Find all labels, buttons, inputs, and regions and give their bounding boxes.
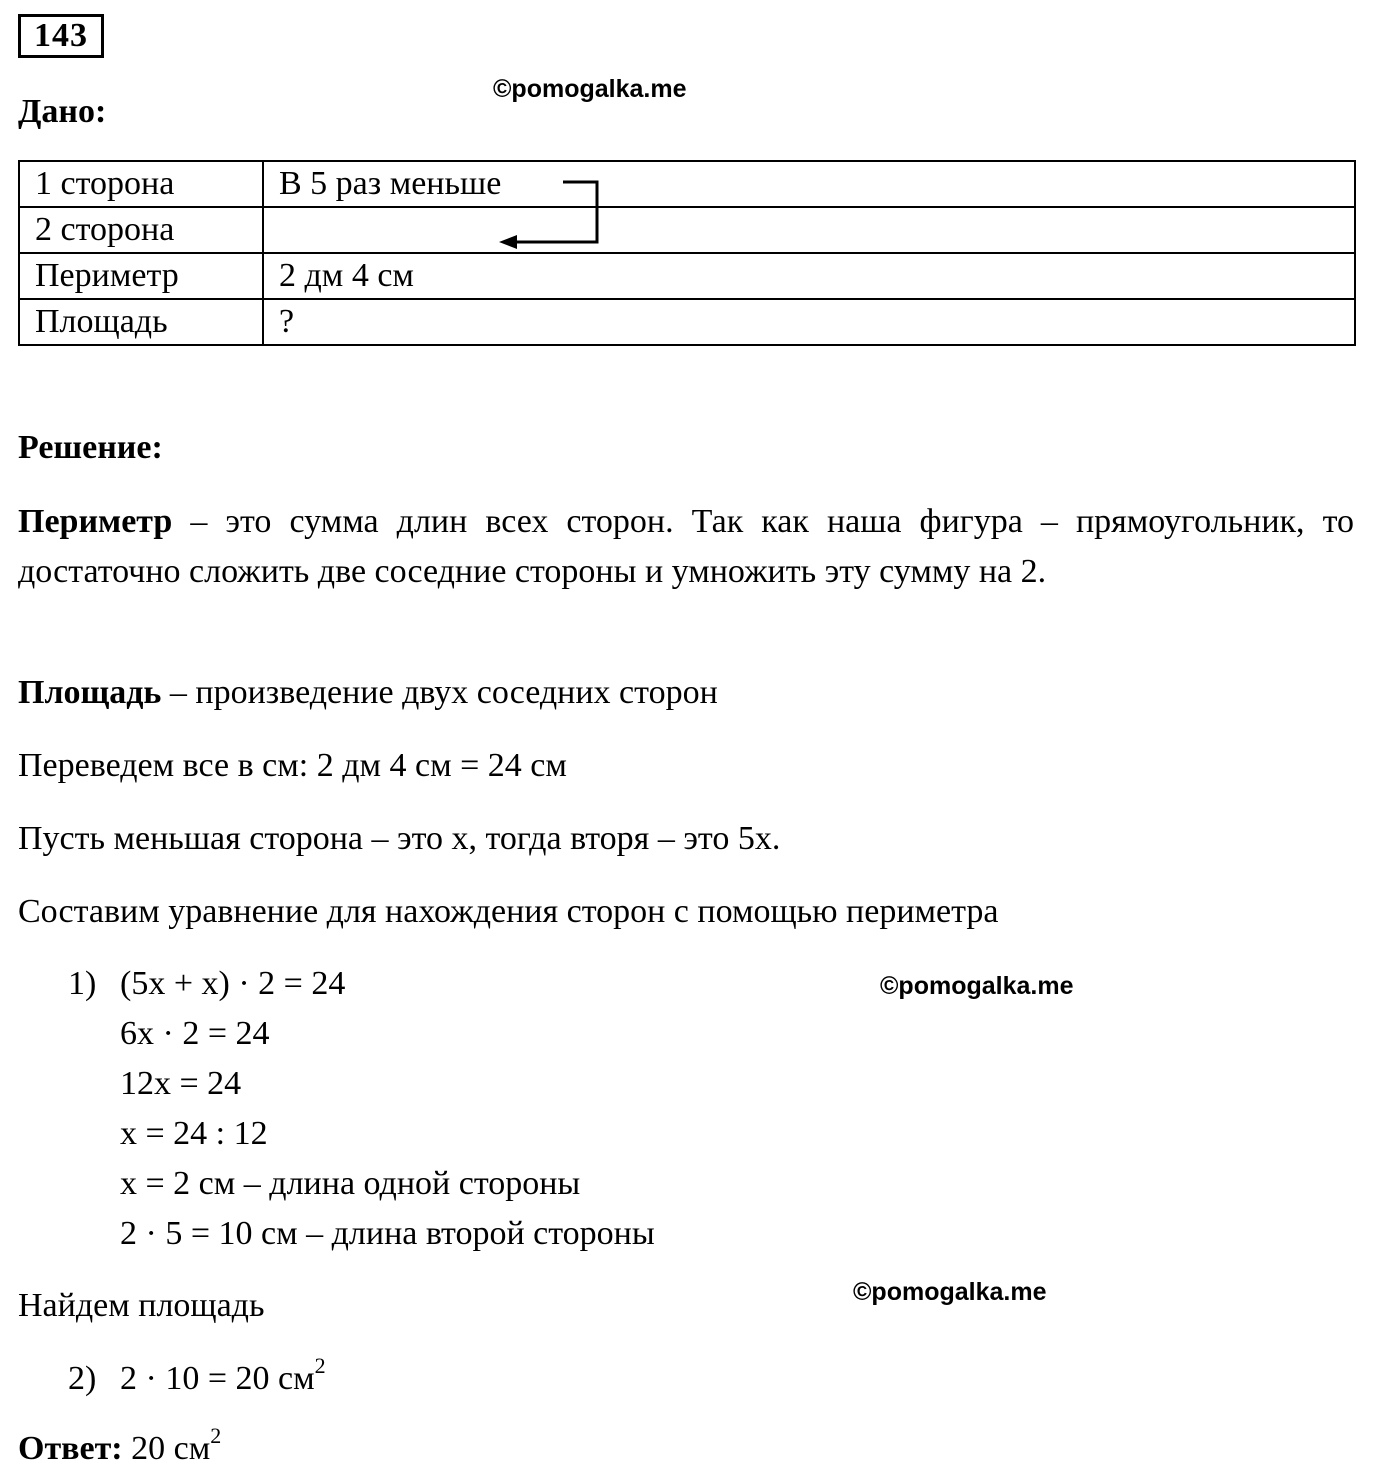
step2-text: 2 · 10 = 20 см [120,1360,315,1397]
equation-intro: Составим уравнение для нахождения сторон с помощью периметра [18,893,999,930]
watermark-top: ©pomogalka.me [493,75,687,103]
area-definition: – произведение двух соседних сторон [161,674,718,711]
solution-heading: Решение: [18,429,163,466]
table-row [19,207,1355,253]
answer-label: Ответ: [18,1430,123,1467]
watermark-bottom: ©pomogalka.me [853,1278,1047,1306]
step1-line: x = 24 : 12 [120,1115,268,1152]
step1-line: 2 · 5 = 10 см – длина второй стороны [120,1215,655,1252]
given-heading: Дано: [18,93,107,130]
perimeter-definition: – это сумма длин всех сторон. Так как наша фигура – прямоугольник, то достаточно сложить две соседние стороны и умножить эту сумму на 2. [18,503,1354,590]
row-label: Периметр [19,253,263,299]
given-table [18,160,1356,346]
answer-superscript: 2 [210,1422,222,1448]
step2-number: 2) [68,1360,97,1397]
step1-line: x = 2 см – длина одной стороны [120,1165,581,1202]
find-area-line: Найдем площадь [18,1287,265,1324]
row-value: 2 дм 4 см [263,253,1355,299]
let-line: Пусть меньшая сторона – это x, тогда вторя – это 5x. [18,820,781,857]
convert-line: Переведем все в см: 2 дм 4 см = 24 см [18,747,567,784]
table-row [19,161,1355,207]
answer-line [18,1424,221,1474]
table-row [19,299,1355,345]
area-term: Площадь [18,674,162,711]
step1-number: 1) [68,965,97,1002]
area-paragraph [18,668,1354,718]
step2-superscript: 2 [314,1352,326,1378]
row-value: ? [263,299,1355,345]
table-row [19,253,1355,299]
row-label: Площадь [19,299,263,345]
step1-line: (5x + x) · 2 = 24 [120,965,346,1002]
problem-number: 143 [18,14,104,58]
row-value [263,207,1355,253]
row-value: В 5 раз меньше [263,161,1355,207]
perimeter-paragraph [18,497,1354,597]
step2-line [120,1354,326,1404]
watermark-middle: ©pomogalka.me [880,972,1074,1000]
perimeter-term: Периметр [18,503,173,540]
bent-arrow-icon [495,178,605,250]
row-label: 1 сторона [19,161,263,207]
step1-line: 12x = 24 [120,1065,242,1102]
answer-value: 20 см [122,1430,211,1467]
row-label: 2 сторона [19,207,263,253]
step1-line: 6x · 2 = 24 [120,1015,270,1052]
